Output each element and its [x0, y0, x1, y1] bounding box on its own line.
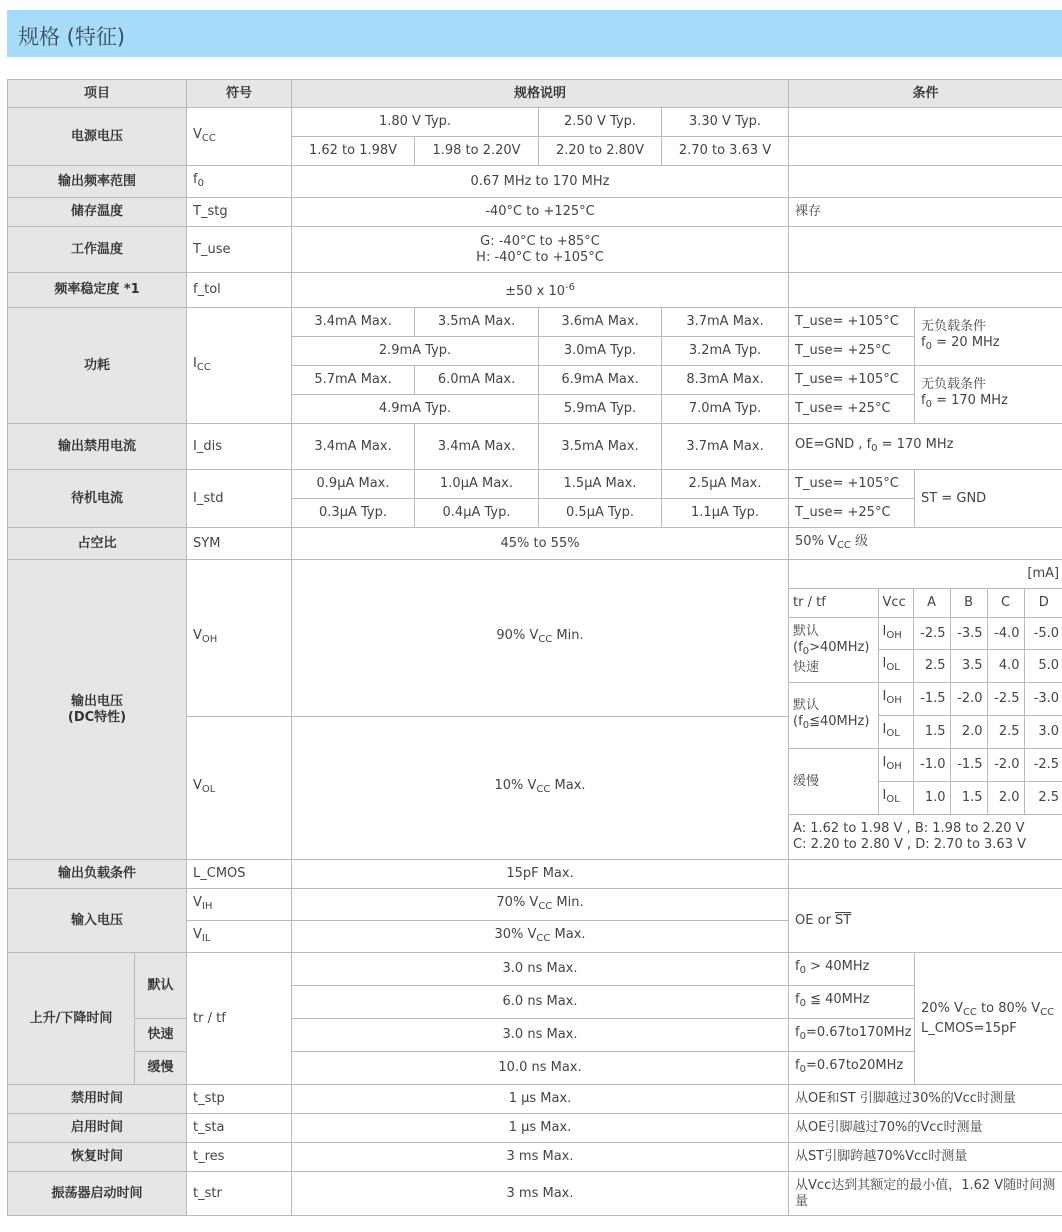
- spec-cell: 30% $V_{CC}$ Max.: [292, 921, 789, 953]
- spec-cell: 45% to 55%: [292, 528, 789, 560]
- spec-cell: 2.5μA Max.: [662, 470, 789, 499]
- symbol-cell: T_use: [187, 227, 292, 273]
- current-value: 1.5: [950, 782, 987, 815]
- symbol-cell: t_str: [187, 1172, 292, 1216]
- condition-cell: T_use= +105°C: [789, 366, 915, 395]
- current-value: -3.5: [950, 618, 987, 650]
- row-label: 工作温度: [8, 227, 187, 273]
- table-row: [8, 1172, 1062, 1216]
- symbol-cell: L_CMOS: [187, 860, 292, 889]
- current-value: -2.0: [987, 749, 1024, 782]
- table-row: [8, 1019, 1062, 1052]
- condition-cell: 从OE和ST 引脚越过30%的Vcc时测量: [789, 1085, 1062, 1114]
- spec-cell: 0.9μA Max.: [292, 470, 415, 499]
- current-value: -1.5: [950, 749, 987, 782]
- current-value: -1.5: [913, 683, 950, 716]
- header-row: [8, 80, 1062, 108]
- spec-cell: G: -40°C to +85°C H: -40°C to +105°C: [292, 227, 789, 273]
- symbol-cell: $f_0$: [187, 166, 292, 198]
- condition-cell: [789, 227, 1062, 273]
- spec-cell: 90% $V_{CC}$ Min.: [292, 560, 789, 717]
- current-value: 2.5: [913, 650, 950, 683]
- spec-cell: 1.98 to 2.20V: [415, 137, 539, 166]
- spec-cell: 3.30 V Typ.: [662, 108, 789, 137]
- current-value: 5.0: [1024, 650, 1062, 683]
- symbol-cell: tr / tf: [187, 953, 292, 1085]
- inner-header: C: [987, 589, 1024, 618]
- current-type: $I_{OL}$: [878, 782, 913, 815]
- table-row: [8, 1114, 1062, 1143]
- table-row: [8, 108, 1062, 137]
- condition-cell: [789, 860, 1062, 889]
- spec-cell: 3.2mA Typ.: [662, 337, 789, 366]
- vcc-range-note: A: 1.62 to 1.98 V , B: 1.98 to 2.20 V C: 2.20 to 2.80 V , D: 2.70 to 3.63 V: [789, 815, 1062, 859]
- row-label: 上升/下降时间: [8, 953, 135, 1085]
- spec-cell: 1 μs Max.: [292, 1085, 789, 1114]
- symbol-cell: T_stg: [187, 198, 292, 227]
- table-row: [8, 860, 1062, 889]
- row-label: 恢复时间: [8, 1143, 187, 1172]
- spec-cell: 7.0mA Typ.: [662, 395, 789, 424]
- current-value: 1.5: [913, 716, 950, 749]
- row-label: 禁用时间: [8, 1085, 187, 1114]
- symbol-cell: f_tol: [187, 273, 292, 308]
- row-label: 输出禁用电流: [8, 424, 187, 470]
- spec-cell: 10% $V_{CC}$ Max.: [292, 717, 789, 860]
- inner-header: tr / tf: [789, 589, 878, 618]
- table-row: [8, 1085, 1062, 1114]
- table-row: [8, 198, 1062, 227]
- spec-cell: 1.1μA Typ.: [662, 499, 789, 528]
- spec-cell: 5.7mA Max.: [292, 366, 415, 395]
- current-value: 1.0: [913, 782, 950, 815]
- section-title: 规格 (特征): [18, 25, 126, 49]
- condition-cell: OE or $\overline{ST}$: [789, 889, 1062, 953]
- spec-cell: 2.50 V Typ.: [539, 108, 662, 137]
- current-value: -2.5: [913, 618, 950, 650]
- current-type: $I_{OH}$: [878, 618, 913, 650]
- spec-cell: 3.0 ns Max.: [292, 953, 789, 986]
- header-symbol: 符号: [187, 80, 292, 108]
- table-row: [8, 273, 1062, 308]
- symbol-cell: $V_{IH}$: [187, 889, 292, 921]
- symbol-cell: $V_{OH}$: [187, 560, 292, 717]
- row-sublabel: 缓慢: [135, 1052, 187, 1085]
- spec-cell: -40°C to +125°C: [292, 198, 789, 227]
- current-value: 2.0: [950, 716, 987, 749]
- condition-cell: [789, 273, 1062, 308]
- row-label: 频率稳定度 *1: [8, 273, 187, 308]
- condition-cell: T_use= +25°C: [789, 395, 915, 424]
- current-type: $I_{OL}$: [878, 716, 913, 749]
- current-value: -3.0: [1024, 683, 1062, 716]
- symbol-cell: $I_{CC}$: [187, 308, 292, 424]
- spec-cell: 3.4mA Max.: [292, 424, 415, 470]
- current-value: 3.5: [950, 650, 987, 683]
- symbol-cell: I_std: [187, 470, 292, 528]
- drive-mode-label: 默认 $(f_0≦40MHz)$: [789, 683, 878, 749]
- spec-cell: 3.4mA Max.: [415, 424, 539, 470]
- table-row: [8, 166, 1062, 198]
- current-value: 3.0: [1024, 716, 1062, 749]
- condition-cell: T_use= +25°C: [789, 337, 915, 366]
- spec-cell: 10.0 ns Max.: [292, 1052, 789, 1085]
- section-banner: [7, 10, 1062, 57]
- symbol-cell: $V_{IL}$: [187, 921, 292, 953]
- current-value: 2.5: [1024, 782, 1062, 815]
- inner-header: Vcc: [878, 589, 913, 618]
- row-label: 输入电压: [8, 889, 187, 953]
- spec-cell: 4.9mA Typ.: [292, 395, 539, 424]
- condition-cell: $f_0=0.67to170MHz$: [789, 1019, 915, 1052]
- condition-cell: 从Vcc达到其额定的最小值，1.62 V随时间测量: [789, 1172, 1062, 1216]
- spec-cell: 2.20 to 2.80V: [539, 137, 662, 166]
- spec-cell: 15pF Max.: [292, 860, 789, 889]
- spec-cell: 0.5μA Typ.: [539, 499, 662, 528]
- row-label: 待机电流: [8, 470, 187, 528]
- table-row: [8, 560, 1062, 717]
- row-label: 输出负载条件: [8, 860, 187, 889]
- condition-cell: $f_0$ ≦ 40MHz: [789, 986, 915, 1019]
- condition-cell: 50% $V_{CC}$ 级: [789, 528, 1062, 560]
- current-value: 2.5: [987, 716, 1024, 749]
- table-row: [8, 528, 1062, 560]
- condition-cell: T_use= +105°C: [789, 470, 915, 499]
- condition-cell: OE=GND , $f_0 = 170$ MHz: [789, 424, 1062, 470]
- spec-cell: 3.0 ns Max.: [292, 1019, 789, 1052]
- spec-cell: 3.7mA Max.: [662, 424, 789, 470]
- row-label: 储存温度: [8, 198, 187, 227]
- inner-header: D: [1024, 589, 1062, 618]
- spec-cell: 0.67 MHz to 170 MHz: [292, 166, 789, 198]
- row-label: 输出频率范围: [8, 166, 187, 198]
- spec-cell: 6.0 ns Max.: [292, 986, 789, 1019]
- spec-cell: 1.5μA Max.: [539, 470, 662, 499]
- row-label: 输出电压 (DC特性): [8, 560, 187, 860]
- table-row: [8, 1052, 1062, 1085]
- spec-cell: 3.6mA Max.: [539, 308, 662, 337]
- current-type: $I_{OH}$: [878, 683, 913, 716]
- inner-header: A: [913, 589, 950, 618]
- spec-cell: 3.5mA Max.: [415, 308, 539, 337]
- drive-current-table: [789, 561, 1062, 859]
- spec-cell: 1 μs Max.: [292, 1114, 789, 1143]
- row-label: 电源电压: [8, 108, 187, 166]
- condition-cell: $f_0 > 40MHz$: [789, 953, 915, 986]
- condition-cell: T_use= +25°C: [789, 499, 915, 528]
- condition-cell: 20% $V_{CC}$ to 80% $V_{CC}$ L_CMOS=15pF: [915, 953, 1062, 1085]
- current-type: $I_{OH}$: [878, 749, 913, 782]
- current-value: -4.0: [987, 618, 1024, 650]
- unit-label: [mA]: [789, 561, 1062, 589]
- current-value: 4.0: [987, 650, 1024, 683]
- spec-table: [7, 79, 1062, 1216]
- current-value: -1.0: [913, 749, 950, 782]
- spec-cell: 1.0μA Max.: [415, 470, 539, 499]
- spec-cell: 0.4μA Typ.: [415, 499, 539, 528]
- condition-cell: 从OE引脚越过70%的Vcc时测量: [789, 1114, 1062, 1143]
- current-value: -5.0: [1024, 618, 1062, 650]
- condition-cell: $f_0=0.67to20MHz$: [789, 1052, 915, 1085]
- condition-cell: 从ST引脚跨越70%Vcc时测量: [789, 1143, 1062, 1172]
- spec-cell: 3.4mA Max.: [292, 308, 415, 337]
- condition-cell: ST = GND: [915, 470, 1062, 528]
- spec-cell: 3 ms Max.: [292, 1143, 789, 1172]
- condition-cell: [789, 137, 1062, 166]
- current-value: -2.5: [987, 683, 1024, 716]
- current-type: $I_{OL}$: [878, 650, 913, 683]
- row-sublabel: 快速: [135, 1019, 187, 1052]
- condition-cell: [789, 166, 1062, 198]
- symbol-cell: I_dis: [187, 424, 292, 470]
- condition-cell: 无负载条件 $f_0 = 170$ MHz: [915, 366, 1062, 424]
- spec-cell: 3.5mA Max.: [539, 424, 662, 470]
- condition-cell: [789, 108, 1062, 137]
- drive-mode-label: 缓慢: [789, 749, 878, 815]
- header-item: 项目: [8, 80, 187, 108]
- spec-cell: ±50 x $10^{-6}$: [292, 273, 789, 308]
- drive-current-table-cell: [789, 560, 1062, 860]
- table-row: [8, 308, 1062, 337]
- spec-cell: 3.0mA Typ.: [539, 337, 662, 366]
- table-row: [8, 953, 1062, 986]
- current-value: -2.0: [950, 683, 987, 716]
- spec-cell: 6.9mA Max.: [539, 366, 662, 395]
- spec-cell: 1.62 to 1.98V: [292, 137, 415, 166]
- table-row: [8, 227, 1062, 273]
- row-label: 占空比: [8, 528, 187, 560]
- table-row: [8, 889, 1062, 921]
- row-label: 振荡器启动时间: [8, 1172, 187, 1216]
- spec-cell: 2.9mA Typ.: [292, 337, 539, 366]
- current-value: -2.5: [1024, 749, 1062, 782]
- spec-cell: 1.80 V Typ.: [292, 108, 539, 137]
- symbol-cell: t_stp: [187, 1085, 292, 1114]
- row-sublabel: 默认: [135, 953, 187, 1019]
- current-value: 2.0: [987, 782, 1024, 815]
- table-row: [8, 424, 1062, 470]
- symbol-cell: SYM: [187, 528, 292, 560]
- spec-cell: 3.7mA Max.: [662, 308, 789, 337]
- table-row: [8, 1143, 1062, 1172]
- condition-cell: 无负载条件 $f_0 = 20$ MHz: [915, 308, 1062, 366]
- condition-cell: T_use= +105°C: [789, 308, 915, 337]
- header-spec: 规格说明: [292, 80, 789, 108]
- spec-cell: 3 ms Max.: [292, 1172, 789, 1216]
- row-label: 功耗: [8, 308, 187, 424]
- table-row: [8, 470, 1062, 499]
- spec-cell: 6.0mA Max.: [415, 366, 539, 395]
- spec-cell: 8.3mA Max.: [662, 366, 789, 395]
- spec-cell: 70% $V_{CC}$ Min.: [292, 889, 789, 921]
- row-label: 启用时间: [8, 1114, 187, 1143]
- spec-cell: 2.70 to 3.63 V: [662, 137, 789, 166]
- spec-cell: 0.3μA Typ.: [292, 499, 415, 528]
- header-condition: 条件: [789, 80, 1062, 108]
- symbol-cell: t_res: [187, 1143, 292, 1172]
- spec-cell: 5.9mA Typ.: [539, 395, 662, 424]
- drive-mode-label: 默认 $(f_0>40MHz)$ 快速: [789, 618, 878, 683]
- symbol-cell: t_sta: [187, 1114, 292, 1143]
- symbol-cell: $V_{CC}$: [187, 108, 292, 166]
- inner-header: B: [950, 589, 987, 618]
- symbol-cell: $V_{OL}$: [187, 717, 292, 860]
- condition-cell: 裸存: [789, 198, 1062, 227]
